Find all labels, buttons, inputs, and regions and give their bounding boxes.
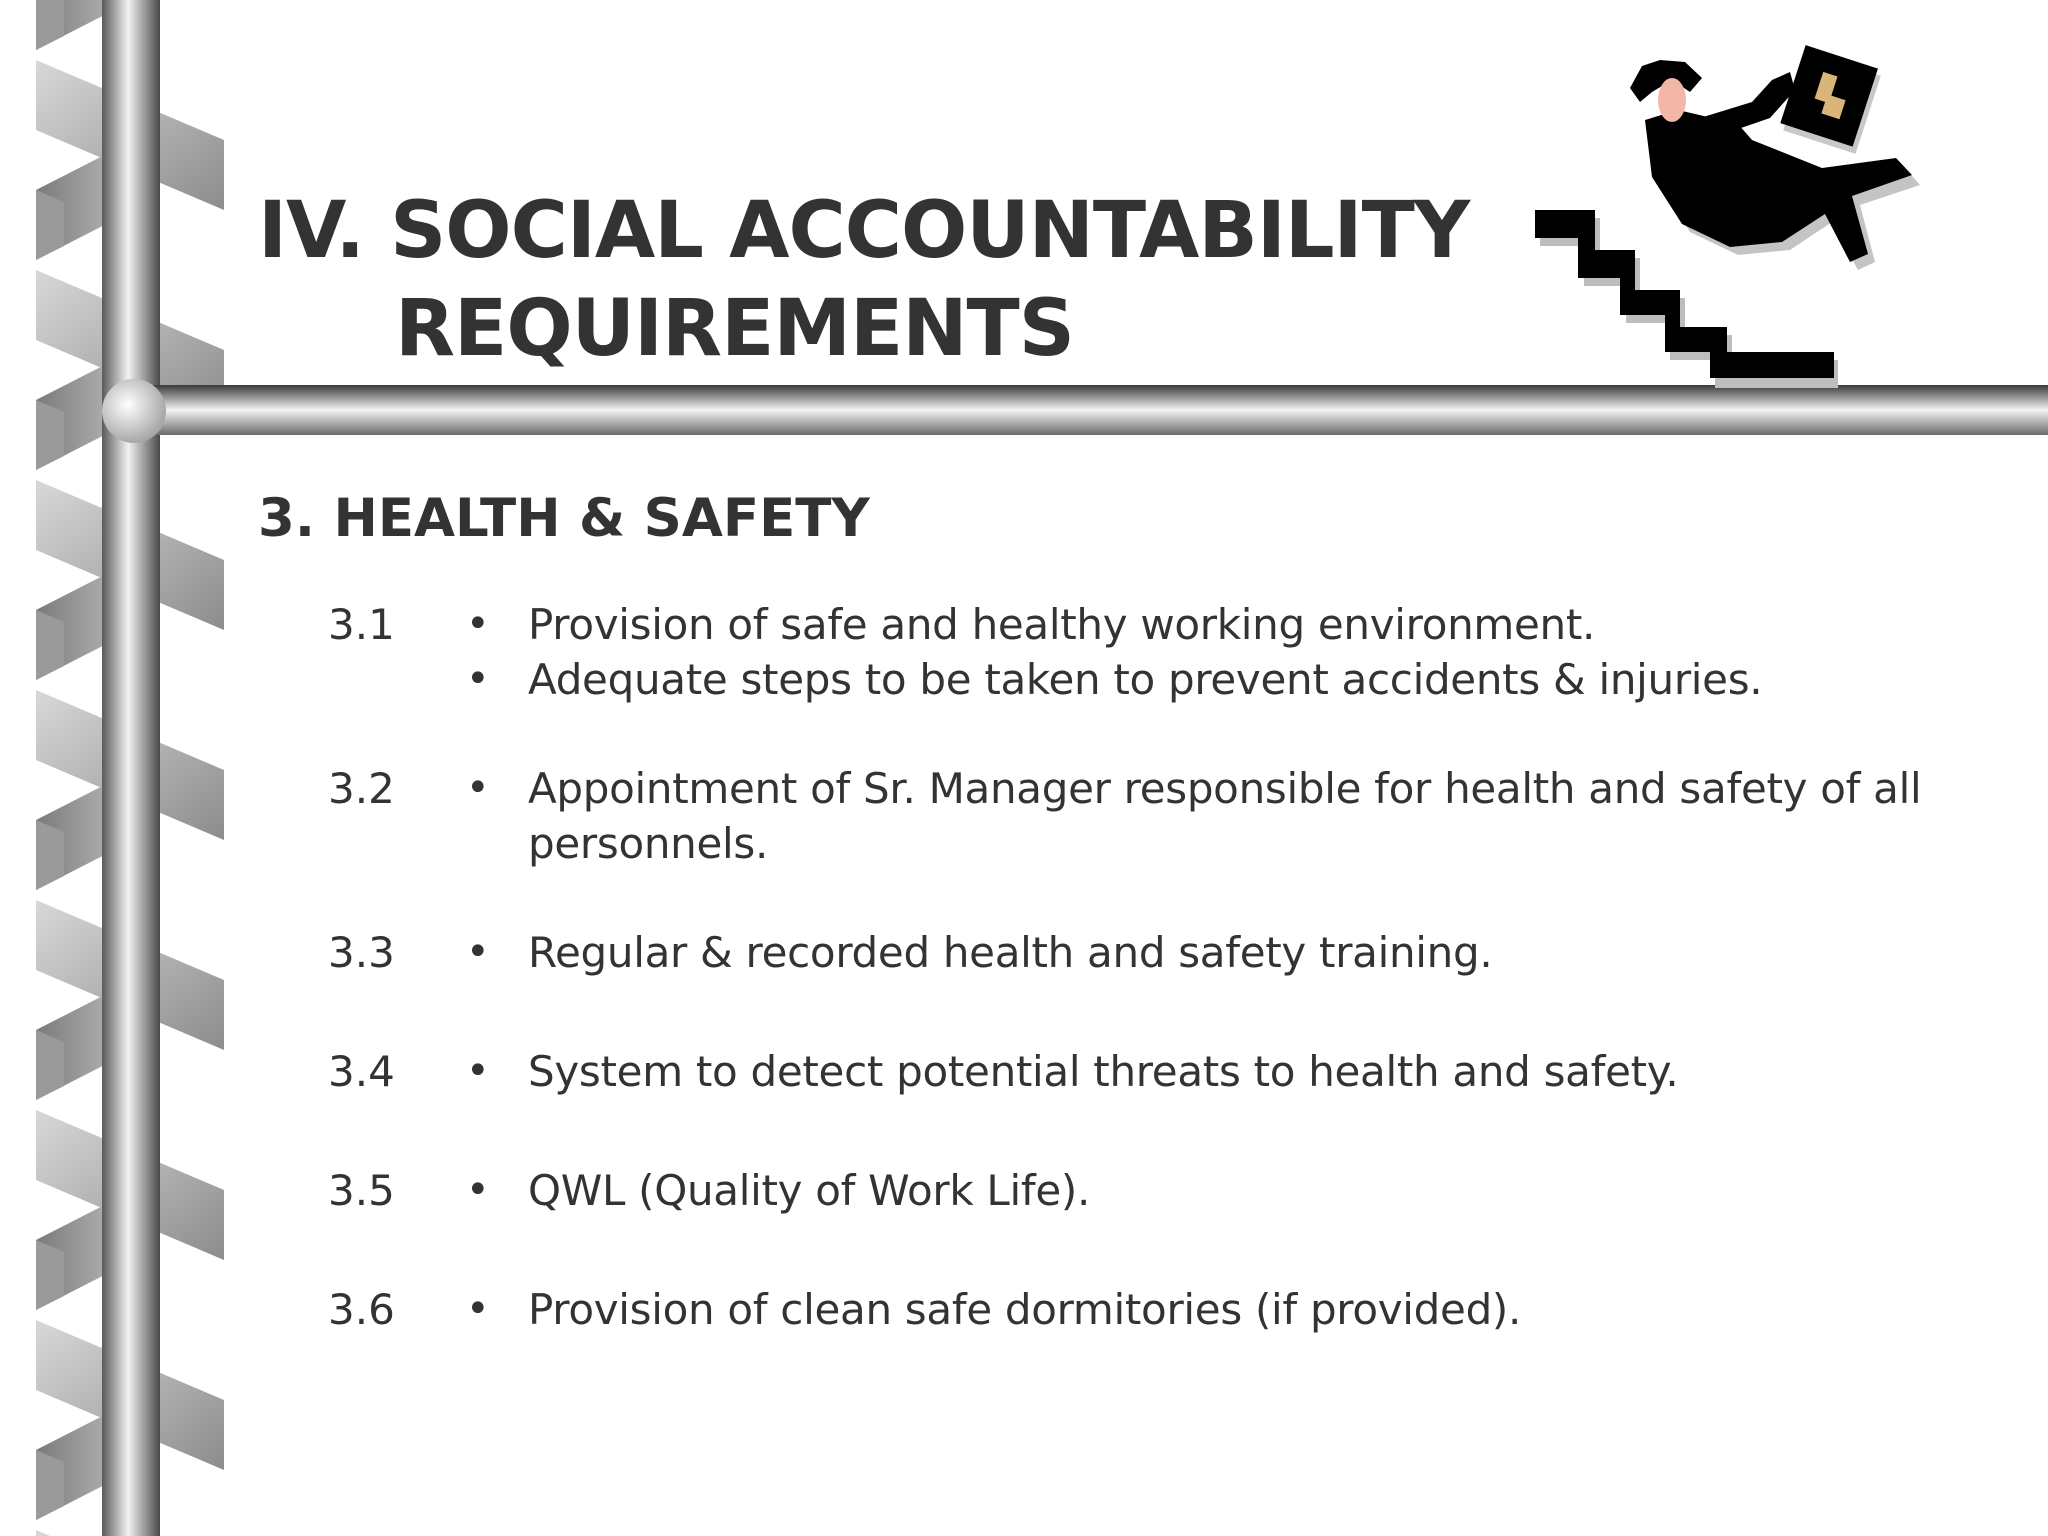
bullet-icon: • bbox=[466, 601, 490, 647]
item-number: 3.4 bbox=[328, 1047, 395, 1096]
section-heading: 3. HEALTH & SAFETY bbox=[258, 488, 870, 549]
bullet-text: QWL (Quality of Work Life). bbox=[528, 1166, 1091, 1215]
slide-title-line1: IV. SOCIAL ACCOUNTABILITY bbox=[258, 186, 1470, 276]
ribbon-fold bbox=[36, 1030, 64, 1100]
bullet-icon: • bbox=[466, 929, 490, 975]
bullet-icon: • bbox=[466, 656, 490, 702]
item-number: 3.2 bbox=[328, 764, 395, 813]
bullet-icon: • bbox=[466, 1167, 490, 1213]
ribbon-fold bbox=[36, 400, 64, 470]
bullet-text: Adequate steps to be taken to prevent accidents & injuries. bbox=[528, 655, 1763, 704]
item-number: 3.6 bbox=[328, 1285, 395, 1334]
vertical-pole bbox=[102, 0, 160, 1536]
bullet-icon: • bbox=[466, 765, 490, 811]
slide-title bbox=[258, 182, 1469, 378]
divider-knob bbox=[102, 379, 166, 443]
bullet-text: Regular & recorded health and safety training. bbox=[528, 928, 1493, 977]
bullet-text: Provision of clean safe dormitories (if provided). bbox=[528, 1285, 1522, 1334]
ribbon-fold bbox=[36, 1450, 64, 1520]
bullet-text: Provision of safe and healthy working environment. bbox=[528, 600, 1596, 649]
bullet-text: Appointment of Sr. Manager responsible for health and safety of all personnels. bbox=[528, 764, 1922, 868]
item-number: 3.1 bbox=[328, 600, 395, 649]
item-number: 3.3 bbox=[328, 928, 395, 977]
slide-title-line2: REQUIREMENTS bbox=[395, 284, 1074, 374]
ribbon-fold bbox=[36, 1240, 64, 1310]
horizontal-divider-bar bbox=[130, 385, 2048, 435]
ribbon-fold bbox=[36, 190, 64, 260]
bullet-icon: • bbox=[466, 1048, 490, 1094]
bullet-icon: • bbox=[466, 1286, 490, 1332]
bullet-text: System to detect potential threats to health and safety. bbox=[528, 1047, 1679, 1096]
item-number: 3.5 bbox=[328, 1166, 395, 1215]
ribbon-fold bbox=[36, 820, 64, 890]
man-falling-down-stairs-icon bbox=[1535, 45, 1920, 388]
ribbon-fold bbox=[36, 0, 64, 50]
ribbon-fold bbox=[36, 610, 64, 680]
